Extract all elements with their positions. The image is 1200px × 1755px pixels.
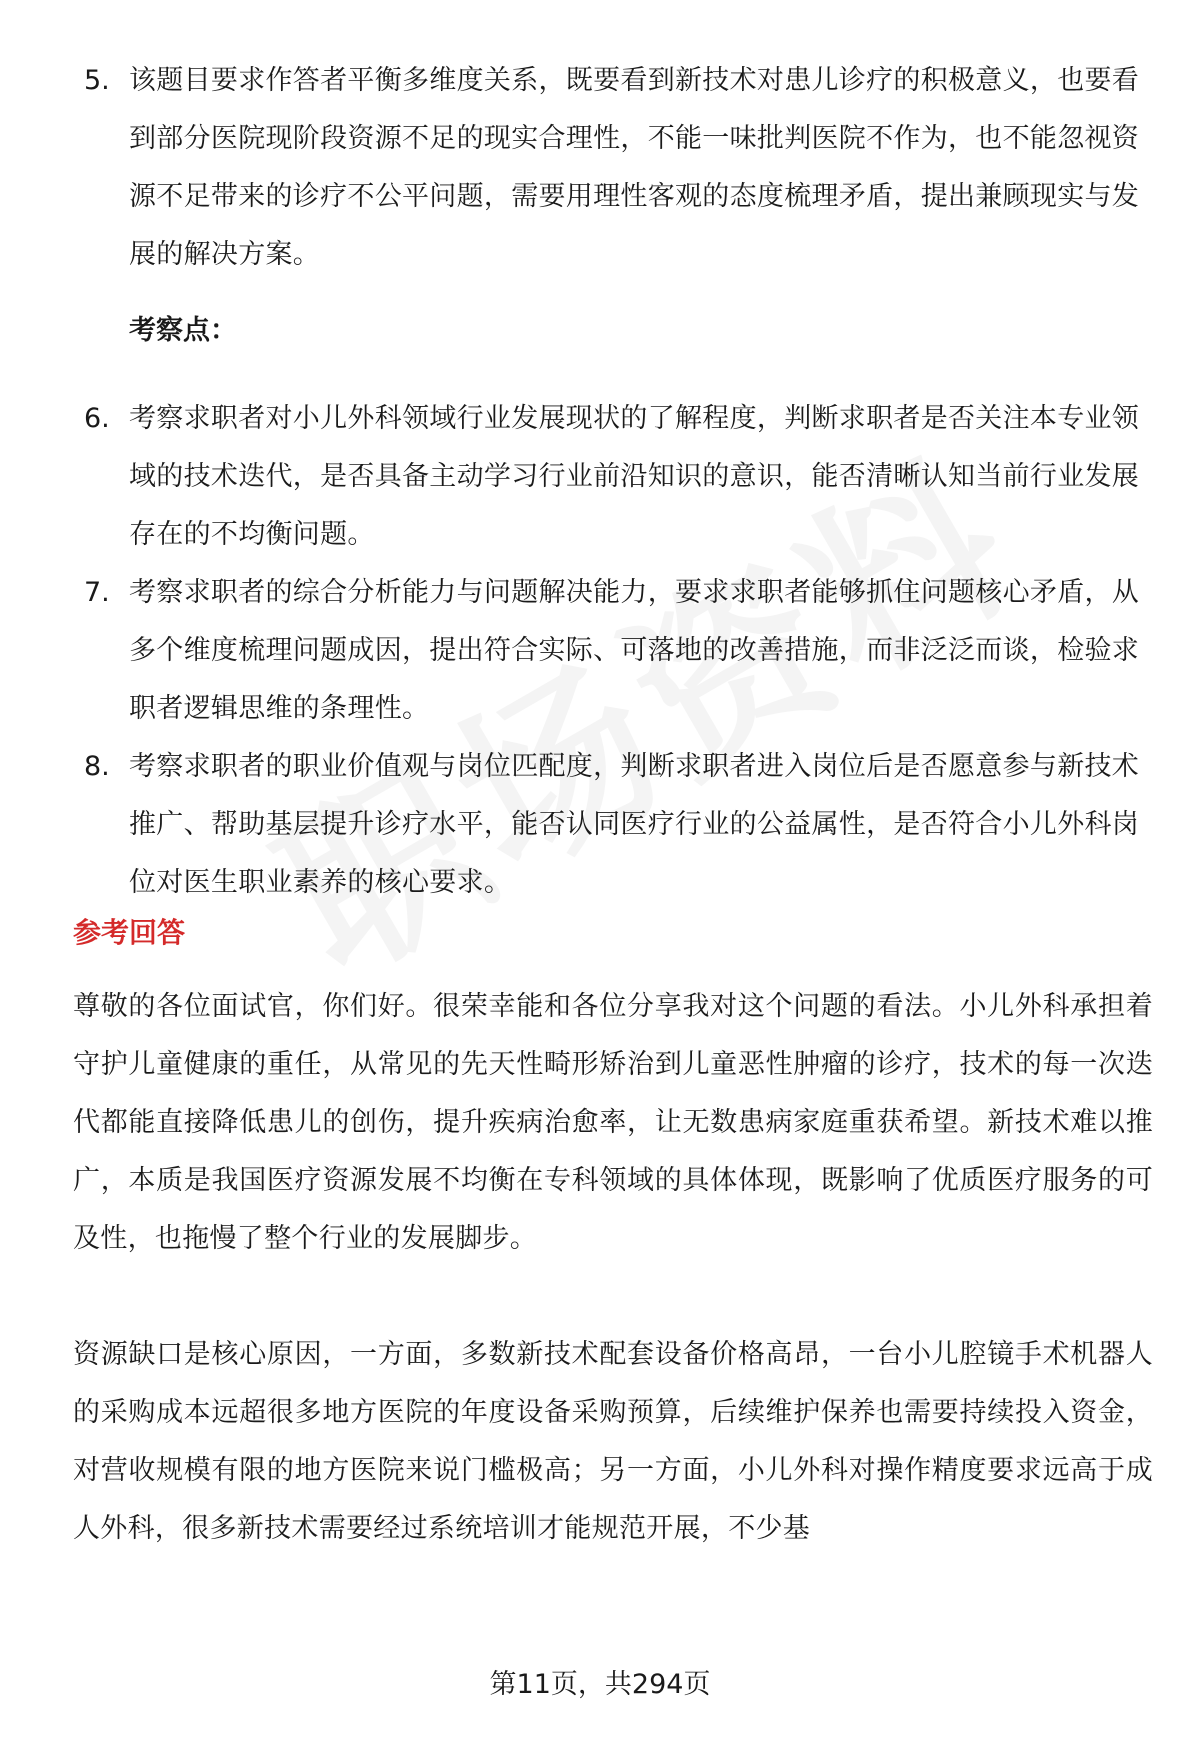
page-footer: 第11页，共294页	[489, 1669, 711, 1700]
list-number: 5.	[84, 65, 110, 96]
answer-paragraph: 资源缺口是核心原因，一方面，多数新技术配套设备价格高昂，一台小儿腔镜手术机器人的采购成本远超很多地方医院的年度设备采购预算，后续维护保养也需要持续投入资金，对营收规模有限的地方医院来说门槛极高；另一方面，小儿外科对操作精度要求远高于成人外科，很多新技术需要经过系统培训才能规范开展，不少基	[73, 1339, 1153, 1544]
list-item	[0, 52, 1200, 284]
list-number: 8.	[84, 751, 110, 782]
list-text: 考察求职者对小儿外科领域行业发展现状的了解程度，判断求职者是否关注本专业领域的技术迭代，是否具备主动学习行业前沿知识的意识，能否清晰认知当前行业发展存在的不均衡问题。	[129, 403, 1140, 550]
list-text: 该题目要求作答者平衡多维度关系，既要看到新技术对患儿诊疗的积极意义，也要看到部分医院现阶段资源不足的现实合理性，不能一味批判医院不作为，也不能忽视资源不足带来的诊疗不公平问题，需要用理性客观的态度梳理矛盾，提出兼顾现实与发展的解决方案。	[129, 65, 1140, 270]
reference-answer-heading: 参考回答	[73, 916, 186, 949]
list-item	[0, 390, 1200, 564]
list-item	[0, 738, 1200, 912]
answer-paragraph: 尊敬的各位面试官，你们好。很荣幸能和各位分享我对这个问题的看法。小儿外科承担着守护儿童健康的重任，从常见的先天性畸形矫治到儿童恶性肿瘤的诊疗，技术的每一次迭代都能直接降低患儿的创伤，提升疾病治愈率，让无数患病家庭重获希望。新技术难以推广，本质是我国医疗资源发展不均衡在专科领域的具体体现，既影响了优质医疗服务的可及性，也拖慢了整个行业的发展脚步。	[73, 991, 1153, 1254]
consideration-list-top	[0, 52, 1200, 284]
section-heading: 考察点：	[129, 315, 237, 346]
list-item	[0, 564, 1200, 738]
list-text: 考察求职者的综合分析能力与问题解决能力，要求求职者能够抓住问题核心矛盾，从多个维度梳理问题成因，提出符合实际、可落地的改善措施，而非泛泛而谈，检验求职者逻辑思维的条理性。	[129, 577, 1140, 724]
list-text: 考察求职者的职业价值观与岗位匹配度，判断求职者进入岗位后是否愿意参与新技术推广、帮助基层提升诊疗水平，能否认同医疗行业的公益属性，是否符合小儿外科岗位对医生职业素养的核心要求。	[129, 751, 1140, 898]
assessment-points-list	[0, 390, 1200, 912]
list-number: 7.	[84, 577, 110, 608]
list-number: 6.	[84, 403, 110, 434]
